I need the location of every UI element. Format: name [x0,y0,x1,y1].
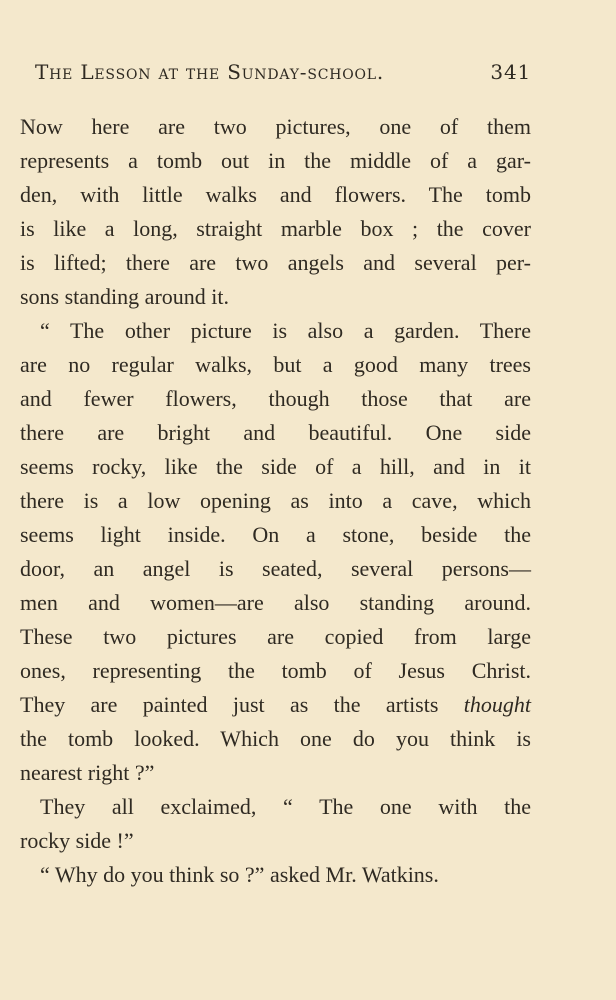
text-line: “ Why do you think so ?” asked Mr. Watkins. [40,862,439,887]
text-line: represents a tomb out in the middle of a gar- [20,148,531,173]
text-line: there is a low opening as into a cave, which [20,488,531,513]
text-line: “ The other picture is also a garden. There [40,318,531,343]
text-line: and fewer flowers, though those that are [20,386,531,411]
body-text [20,110,531,892]
text-line: sons standing around it. [20,284,229,309]
text-line: men and women—are also standing around. [20,590,531,615]
italic-word: thought [463,692,531,717]
text-line: the tomb looked. Which one do you think is [20,726,531,751]
text-line: door, an angel is seated, several persons— [20,556,531,581]
text-line: ones, representing the tomb of Jesus Christ. [20,658,531,683]
text-line: there are bright and beautiful. One side [20,420,531,445]
text-line: nearest right ?” [20,760,155,785]
text-line-with-italic [20,688,531,722]
page-number: 341 [490,60,531,84]
chapter-title: The Lesson at the Sunday-school. [35,60,385,84]
text-line: are no regular walks, but a good many trees [20,352,531,377]
text-segment: They are painted just as the artists [20,692,439,717]
text-line: rocky side !” [20,828,134,853]
text-line: seems rocky, like the side of a hill, and in it [20,454,531,479]
text-line: These two pictures are copied from large [20,624,531,649]
text-line: seems light inside. On a stone, beside the [20,522,531,547]
text-line: Now here are two pictures, one of them [20,114,531,139]
text-line: is like a long, straight marble box ; the cover [20,216,531,241]
text-line: is lifted; there are two angels and several per- [20,250,531,275]
running-head [35,60,531,84]
text-line: They all exclaimed, “ The one with the [40,794,531,819]
text-line: den, with little walks and flowers. The tomb [20,182,531,207]
